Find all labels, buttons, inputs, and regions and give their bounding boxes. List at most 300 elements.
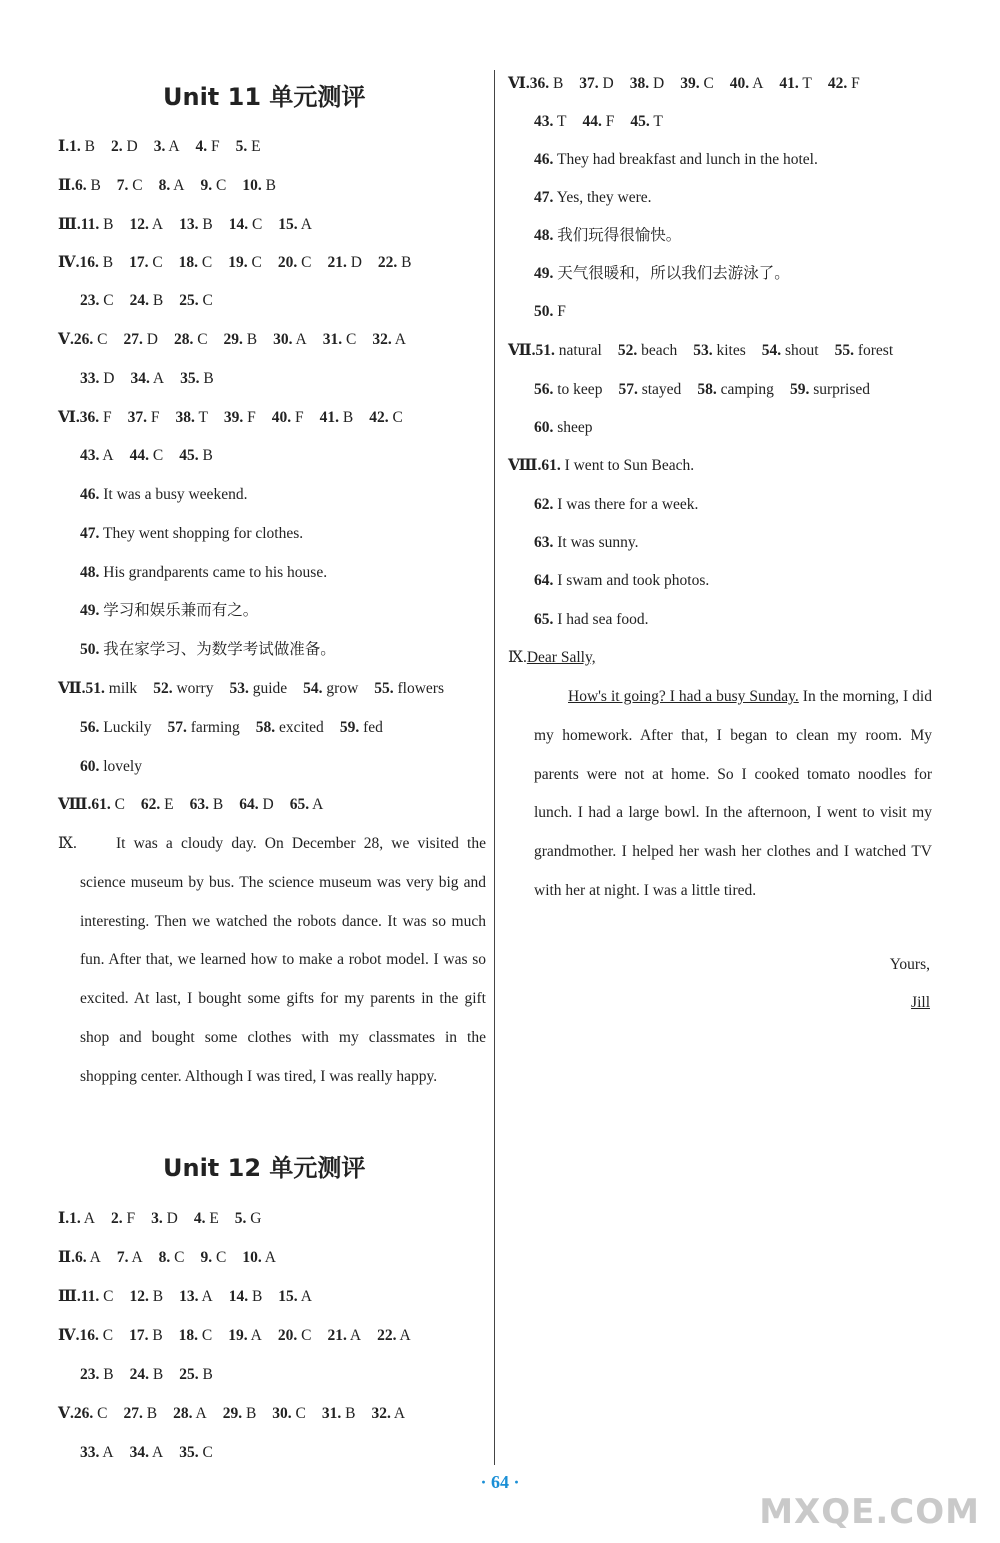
answer-value: A: [173, 177, 185, 194]
question-number: Ⅳ.16.: [58, 254, 99, 271]
answer-item: [762, 341, 819, 361]
answer-item: [174, 330, 208, 350]
unit11-section-1: [58, 137, 277, 157]
answer-item: [323, 330, 357, 350]
answer-value: C: [251, 216, 263, 233]
unit12-answer-62: 62. I was there for a week.: [534, 496, 699, 513]
question-number: 4.: [193, 1210, 206, 1227]
answer-item: [154, 137, 180, 157]
question-number: 23.: [80, 1366, 100, 1383]
answer-item: [129, 253, 163, 273]
answer-item: [58, 330, 108, 350]
question-number: Ⅲ.11.: [58, 1288, 100, 1305]
question-number: 24.: [129, 292, 149, 309]
answer-item: [194, 1209, 219, 1229]
answer-item: [124, 1404, 158, 1424]
question-number: 59.: [339, 719, 360, 736]
question-number: 45.: [630, 113, 650, 130]
question-number: 40.: [729, 75, 750, 92]
answer-value: C: [202, 1444, 213, 1461]
question-number: 31.: [321, 1405, 342, 1422]
question-number: 54.: [303, 680, 323, 697]
question-number: 63.: [189, 796, 210, 813]
answer-value: B: [552, 75, 564, 92]
answer-item: [130, 215, 164, 235]
answer-item: [58, 1287, 114, 1307]
answer-item: [128, 408, 160, 428]
unit12-section-5a: [58, 1404, 421, 1424]
unit11-section-6b: [80, 446, 229, 466]
question-number: 29.: [222, 1405, 243, 1422]
answer-value: C: [346, 331, 357, 348]
question-number: 21.: [327, 1327, 347, 1344]
question-number: 60.: [80, 758, 100, 775]
answer-item: [58, 408, 112, 428]
answer-item: [508, 74, 563, 94]
unit12-answer-48: 48. 我们玩得很愉快。: [534, 227, 682, 244]
question-number: 13.: [179, 1288, 199, 1305]
answer-item: [80, 1365, 114, 1385]
answer-value: G: [250, 1210, 262, 1227]
answer-value: camping: [720, 381, 774, 398]
question-number: 37.: [579, 75, 599, 92]
answer-item: [508, 341, 602, 361]
answer-item: [179, 1443, 213, 1463]
answer-value: milk: [108, 680, 138, 697]
answer-value: C: [97, 331, 108, 348]
answer-value: A: [349, 1327, 362, 1344]
answer-value: C: [103, 292, 114, 309]
answer-item: [141, 795, 174, 815]
answer-value: T: [653, 113, 663, 130]
answer-item: [153, 679, 213, 699]
question-number: Ⅵ.36.: [508, 75, 550, 92]
answer-item: [58, 1326, 113, 1346]
unit12-answer-49: 49. 天气很暖和，所以我们去游泳了。: [534, 265, 790, 282]
answer-item: [179, 1326, 213, 1346]
question-number: 24.: [129, 1366, 149, 1383]
answer-value: A: [152, 370, 165, 387]
answer-value: C: [295, 1405, 306, 1422]
answer-item: [58, 215, 114, 235]
answer-value: E: [251, 138, 261, 155]
answer-value: B: [84, 138, 95, 155]
answer-value: F: [295, 409, 304, 426]
unit11-answer-50: 50. 我在家学习、为数学考试做准备。: [80, 641, 336, 658]
answer-value: C: [216, 1249, 227, 1266]
unit12-answer-65: 65. I had sea food.: [534, 611, 649, 628]
answer-value: A: [393, 1405, 406, 1422]
answer-item: [630, 74, 664, 94]
answer-value: A: [295, 331, 307, 348]
answer-item: [179, 253, 213, 273]
unit11-section-5a: [58, 330, 422, 350]
answer-item: [534, 380, 602, 400]
answer-item: [130, 369, 164, 389]
question-number: 17.: [129, 1327, 149, 1344]
unit11-section-7a: [58, 679, 460, 699]
question-number: 18.: [178, 1327, 199, 1344]
answer-value: B: [212, 796, 224, 813]
answer-item: [111, 137, 138, 157]
answer-value: F: [851, 75, 860, 92]
question-number: 10.: [242, 1249, 262, 1266]
question-number: 42.: [369, 409, 389, 426]
answer-item: [377, 1326, 411, 1346]
answer-item: [278, 215, 312, 235]
answer-item: [173, 1404, 207, 1424]
question-number: 52.: [617, 342, 638, 359]
answer-value: B: [152, 1288, 164, 1305]
answer-value: B: [152, 1327, 163, 1344]
question-number: 34.: [130, 370, 150, 387]
question-number: 53.: [693, 342, 713, 359]
unit12-section-4a: [58, 1326, 427, 1346]
answer-value: shout: [784, 342, 819, 359]
answer-item: [167, 718, 239, 738]
answer-value: forest: [857, 342, 894, 359]
answer-value: B: [202, 216, 213, 233]
answer-item: [80, 757, 142, 777]
question-number: 58.: [255, 719, 276, 736]
question-number: 8.: [158, 177, 171, 194]
letter-signature: Jill: [911, 994, 930, 1011]
question-number: 33.: [80, 1444, 100, 1461]
column-divider: [494, 70, 495, 1465]
question-number: Ⅳ.16.: [58, 1327, 99, 1344]
answer-value: F: [247, 409, 256, 426]
answer-item: [693, 341, 746, 361]
answer-value: C: [201, 254, 213, 271]
answer-item: [201, 176, 227, 196]
question-number: 2.: [111, 1210, 123, 1227]
unit11-section-8: [58, 795, 339, 815]
answer-value: D: [262, 796, 274, 813]
unit11-essay: It was a cloudy day. On December 28, we visited the science museum by bus. The science museum was very big and interesting. Then we watched the robots dance. It was so much fun. After that, we learned how to make a robot model. I was so excited. At last, I bought some gifts for my parents in the gift shop and bought some clothes with my classmates in the shopping center. Although I was tired, I was really happy.: [80, 835, 486, 1085]
question-number: 58.: [697, 381, 717, 398]
question-number: 34.: [129, 1444, 149, 1461]
answer-value: C: [103, 1288, 114, 1305]
unit11-answer-46: 46. It was a busy weekend.: [80, 486, 248, 503]
answer-item: [58, 679, 137, 699]
answer-value: A: [399, 1327, 411, 1344]
unit11-title: Unit 11 单元测评: [163, 83, 366, 111]
question-number: 28.: [173, 1405, 193, 1422]
question-number: 27.: [123, 1405, 143, 1422]
question-number: 14.: [228, 216, 249, 233]
unit11-section-3: [58, 215, 328, 235]
question-number: 43.: [80, 447, 100, 464]
unit11-answer-49: 49. 学习和娱乐兼而有之。: [80, 602, 259, 619]
answer-item: [179, 1365, 213, 1385]
question-number: Ⅲ.11.: [58, 216, 100, 233]
answer-item: [58, 1404, 108, 1424]
question-number: 56.: [534, 381, 554, 398]
unit12-essay-heading: [508, 648, 596, 668]
unit12-answer-63: 63. It was sunny.: [534, 534, 639, 551]
answer-value: to keep: [557, 381, 603, 398]
answer-item: [201, 1248, 227, 1268]
question-number: 44.: [129, 447, 149, 464]
answer-item: [378, 253, 412, 273]
unit12-answer-47: 47. Yes, they were.: [534, 189, 652, 206]
answer-value: C: [152, 447, 164, 464]
answer-item: [229, 679, 287, 699]
question-number: 55.: [374, 680, 394, 697]
unit11-section-5b: [80, 369, 230, 389]
answer-item: [374, 679, 444, 699]
question-number: 13.: [179, 216, 199, 233]
question-number: Ⅰ.1.: [58, 1210, 81, 1227]
watermark: MXQE.COM: [759, 1492, 980, 1532]
unit11-section-7c: [80, 757, 158, 777]
question-number: 33.: [80, 370, 100, 387]
answer-item: [697, 380, 774, 400]
answer-item: [111, 1209, 135, 1229]
question-number: Ⅶ.51.: [508, 342, 555, 359]
answer-value: C: [703, 75, 714, 92]
answer-value: C: [174, 1249, 185, 1266]
answer-value: C: [97, 1405, 108, 1422]
question-number: 39.: [223, 409, 244, 426]
answer-item: [278, 1287, 312, 1307]
answer-value: farming: [190, 719, 240, 736]
question-number: 45.: [179, 447, 199, 464]
unit11-section-6a: [58, 408, 419, 428]
question-number: 62.: [140, 796, 161, 813]
answer-value: B: [102, 254, 114, 271]
answer-value: D: [103, 370, 115, 387]
answer-value: fed: [363, 719, 383, 736]
unit12-answer-50: 50. F: [534, 303, 566, 320]
answer-item: [618, 341, 677, 361]
unit12-answer-61: Ⅷ.61. I went to Sun Beach.: [508, 457, 695, 474]
unit12-section-4b: [80, 1365, 229, 1385]
answer-item: [229, 215, 263, 235]
answer-value: excited: [279, 719, 324, 736]
question-number: 12.: [129, 216, 149, 233]
answer-item: [372, 330, 406, 350]
unit11-section-7b: [80, 718, 399, 738]
answer-value: B: [152, 292, 164, 309]
answer-value: B: [203, 370, 214, 387]
unit12-section-6a: [508, 74, 876, 94]
answer-item: [579, 74, 613, 94]
answer-item: [534, 112, 566, 132]
answer-value: C: [251, 254, 262, 271]
question-number: 18.: [178, 254, 199, 271]
answer-item: [371, 1404, 405, 1424]
answer-value: A: [300, 1288, 312, 1305]
answer-value: A: [131, 1249, 143, 1266]
question-number: 31.: [322, 331, 343, 348]
answer-item: [242, 1248, 276, 1268]
question-number: 8.: [158, 1249, 171, 1266]
unit11-section-4b: [80, 291, 229, 311]
question-number: 57.: [618, 381, 638, 398]
letter-opening: How's it going? I had a busy Sunday.: [568, 688, 799, 705]
unit12-section-5b: [80, 1443, 229, 1463]
answer-value: B: [345, 1405, 356, 1422]
question-number: 22.: [377, 1327, 397, 1344]
question-number: Ⅰ.1.: [58, 138, 81, 155]
unit12-title: Unit 12 单元测评: [163, 1154, 366, 1182]
answer-value: B: [202, 1366, 213, 1383]
answer-value: A: [264, 1249, 276, 1266]
letter-closing: Yours,: [889, 956, 930, 973]
answer-item: [320, 408, 354, 428]
question-number: 44.: [582, 113, 602, 130]
answer-value: C: [152, 254, 163, 271]
answer-value: D: [602, 75, 614, 92]
answer-item: [175, 408, 207, 428]
question-number: 43.: [534, 113, 554, 130]
answer-item: [224, 408, 256, 428]
question-number: Ⅵ.36.: [58, 409, 100, 426]
question-number: 27.: [123, 331, 143, 348]
question-number: 29.: [223, 331, 243, 348]
answer-value: B: [103, 216, 114, 233]
answer-item: [278, 1326, 312, 1346]
question-number: 20.: [277, 1327, 298, 1344]
question-number: 60.: [534, 419, 554, 436]
unit12-section-7c: [534, 418, 609, 438]
answer-value: A: [250, 1327, 262, 1344]
answer-value: T: [198, 409, 208, 426]
unit12-section-6b: [534, 112, 679, 132]
question-number: 25.: [179, 292, 199, 309]
answer-value: F: [126, 1210, 136, 1227]
answer-value: D: [653, 75, 665, 92]
answer-item: [130, 1287, 164, 1307]
question-number: Ⅱ.6.: [58, 1249, 87, 1266]
unit12-section-2: [58, 1248, 292, 1268]
answer-value: A: [168, 138, 180, 155]
answer-value: A: [89, 1249, 101, 1266]
question-number: 35.: [180, 370, 200, 387]
answer-value: B: [265, 177, 276, 194]
question-number: 14.: [228, 1288, 249, 1305]
answer-value: A: [102, 1444, 114, 1461]
question-number: 15.: [278, 1288, 298, 1305]
answer-value: A: [102, 447, 114, 464]
question-number: 52.: [153, 680, 173, 697]
page-number: · 64 ·: [480, 1472, 520, 1492]
answer-value: C: [301, 254, 312, 271]
answer-value: C: [102, 1327, 114, 1344]
answer-value: B: [245, 1405, 257, 1422]
answer-value: C: [392, 409, 403, 426]
unit12-section-3: [58, 1287, 328, 1307]
answer-item: [235, 1209, 262, 1229]
answer-item: [582, 112, 614, 132]
question-number: 25.: [179, 1366, 199, 1383]
answer-value: E: [209, 1210, 219, 1227]
question-number: 3.: [151, 1210, 163, 1227]
unit11-answer-47: 47. They went shopping for clothes.: [80, 525, 304, 542]
question-number: 4.: [195, 138, 208, 155]
answer-value: B: [103, 1366, 114, 1383]
answer-value: worry: [176, 680, 214, 697]
answer-value: T: [556, 113, 567, 130]
answer-value: flowers: [397, 680, 445, 697]
answer-item: [730, 74, 764, 94]
answer-value: D: [146, 331, 158, 348]
question-number: 53.: [229, 680, 249, 697]
question-number: 15.: [278, 216, 298, 233]
answer-value: A: [394, 331, 406, 348]
question-number: 17.: [129, 254, 149, 271]
answer-value: surprised: [813, 381, 871, 398]
answer-item: [80, 1443, 114, 1463]
question-number: 32.: [372, 331, 392, 348]
question-number: 30.: [272, 1405, 292, 1422]
question-number: 40.: [271, 409, 292, 426]
answer-value: C: [197, 331, 208, 348]
answer-item: [630, 112, 662, 132]
answer-item: [80, 369, 114, 389]
answer-item: [229, 1287, 263, 1307]
answer-value: guide: [252, 680, 288, 697]
answer-value: C: [201, 1327, 213, 1344]
answer-value: A: [195, 1405, 207, 1422]
question-number: 41.: [319, 409, 340, 426]
question-number: 42.: [827, 75, 848, 92]
answer-value: F: [605, 113, 615, 130]
letter-body: In the morning, I did my homework. After that, I began to clean my room. My parents were not at home. So I cooked tomato noodles for lunch. I had a large bowl. In the afternoon, I went to visit my grandmother. I helped her wash her clothes and I watched TV with her at night. I was a little tired.: [534, 688, 932, 899]
answer-item: [224, 330, 258, 350]
question-number: 23.: [80, 292, 100, 309]
answer-item: [58, 253, 113, 273]
answer-value: A: [201, 1288, 213, 1305]
answer-value: B: [342, 409, 354, 426]
answer-value: B: [251, 1288, 263, 1305]
unit12-answer-64: 64. I swam and took photos.: [534, 572, 710, 589]
question-number: 30.: [273, 331, 293, 348]
answer-item: [534, 418, 593, 438]
answer-item: [58, 176, 101, 196]
answer-item: [273, 330, 307, 350]
question-number: 57.: [167, 719, 187, 736]
answer-value: sheep: [557, 419, 593, 436]
answer-item: [236, 137, 261, 157]
answer-item: [58, 137, 95, 157]
answer-value: B: [401, 254, 412, 271]
letter-greeting: Dear Sally,: [526, 649, 596, 666]
question-number: 2.: [110, 138, 123, 155]
answer-item: [256, 718, 324, 738]
answer-value: F: [102, 409, 112, 426]
answer-item: [272, 1404, 306, 1424]
question-number: 59.: [789, 381, 810, 398]
question-number: 7.: [116, 177, 129, 194]
answer-item: [80, 291, 114, 311]
question-number: 19.: [228, 1327, 248, 1344]
question-number: 39.: [680, 75, 700, 92]
answer-item: [190, 795, 224, 815]
question-number: 5.: [235, 138, 248, 155]
question-number: Ⅴ.26.: [58, 331, 94, 348]
question-number: 9.: [200, 1249, 213, 1266]
answer-item: [130, 446, 164, 466]
answer-value: A: [152, 1444, 164, 1461]
answer-item: [130, 1365, 164, 1385]
answer-value: D: [166, 1210, 178, 1227]
answer-item: [369, 408, 403, 428]
question-number: 12.: [129, 1288, 149, 1305]
answer-item: [159, 1248, 185, 1268]
answer-value: C: [301, 1327, 312, 1344]
